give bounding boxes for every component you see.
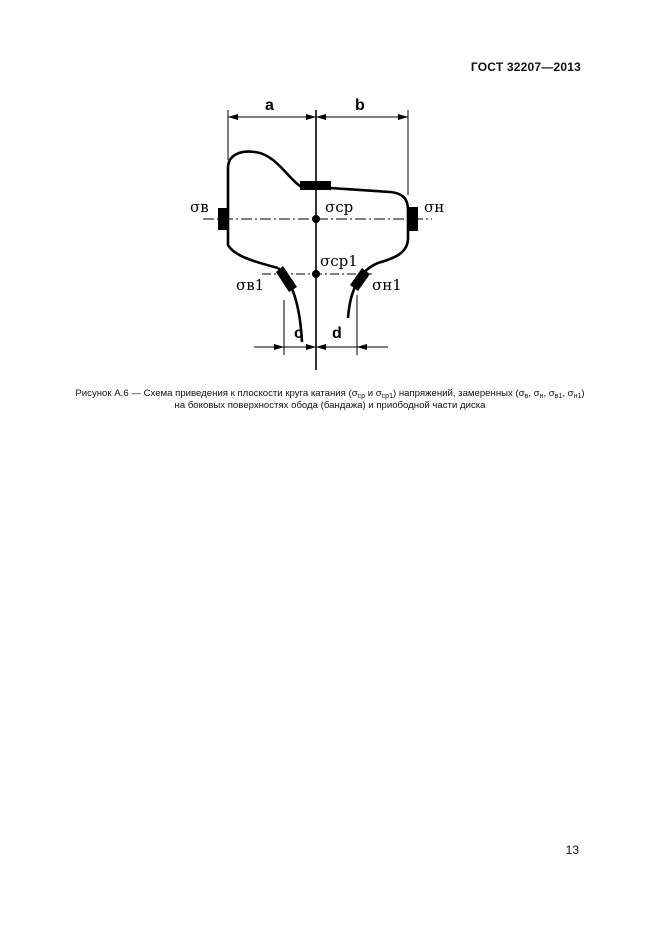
arrow-b-left [316, 114, 326, 120]
label-sigma-sr1: σср1 [320, 252, 358, 270]
label-sigma-b1: σв1 [236, 276, 265, 294]
document-code: ГОСТ 32207—2013 [470, 60, 581, 74]
label-sigma-n: σн [424, 198, 445, 216]
caption-line-2: на боковых поверхностях обода (бандажа) и приободной части диска [174, 400, 486, 411]
arrow-c-right [306, 344, 316, 350]
arrow-a-left [228, 114, 238, 120]
dim-label-c: c [294, 325, 303, 342]
dim-label-b: b [355, 97, 365, 114]
arrow-c-left [274, 344, 284, 350]
arrow-d-left [316, 344, 326, 350]
gauge-bottom-right [350, 268, 370, 291]
label-sigma-b: σв [190, 198, 209, 216]
dim-label-a: a [265, 97, 274, 114]
caption-line-1: Рисунок А.6 — Схема приведения к плоскости круга катания ($\sigma_{ср}$ и $\sigma_{ср1}$) напряжений, замеренных ($\sigma_в$, $\sigma_н$, $\sigma_{в1}$, $\sigma_{н1}$) [75, 388, 585, 400]
label-sigma-n1: σн1 [372, 276, 402, 294]
point-sigma-sr [312, 215, 320, 223]
wheel-rim-stress-diagram [0, 0, 661, 380]
point-sigma-sr1 [312, 270, 320, 278]
label-sigma-sr: σср [325, 198, 354, 216]
gauge-bottom-left [276, 266, 297, 292]
arrow-a-right [306, 114, 316, 120]
arrow-b-right [398, 114, 408, 120]
arrow-d-right [357, 344, 367, 350]
dim-label-d: d [332, 325, 342, 342]
gauge-top [300, 181, 331, 190]
figure-caption [30, 388, 630, 412]
page-number: 13 [565, 843, 579, 857]
